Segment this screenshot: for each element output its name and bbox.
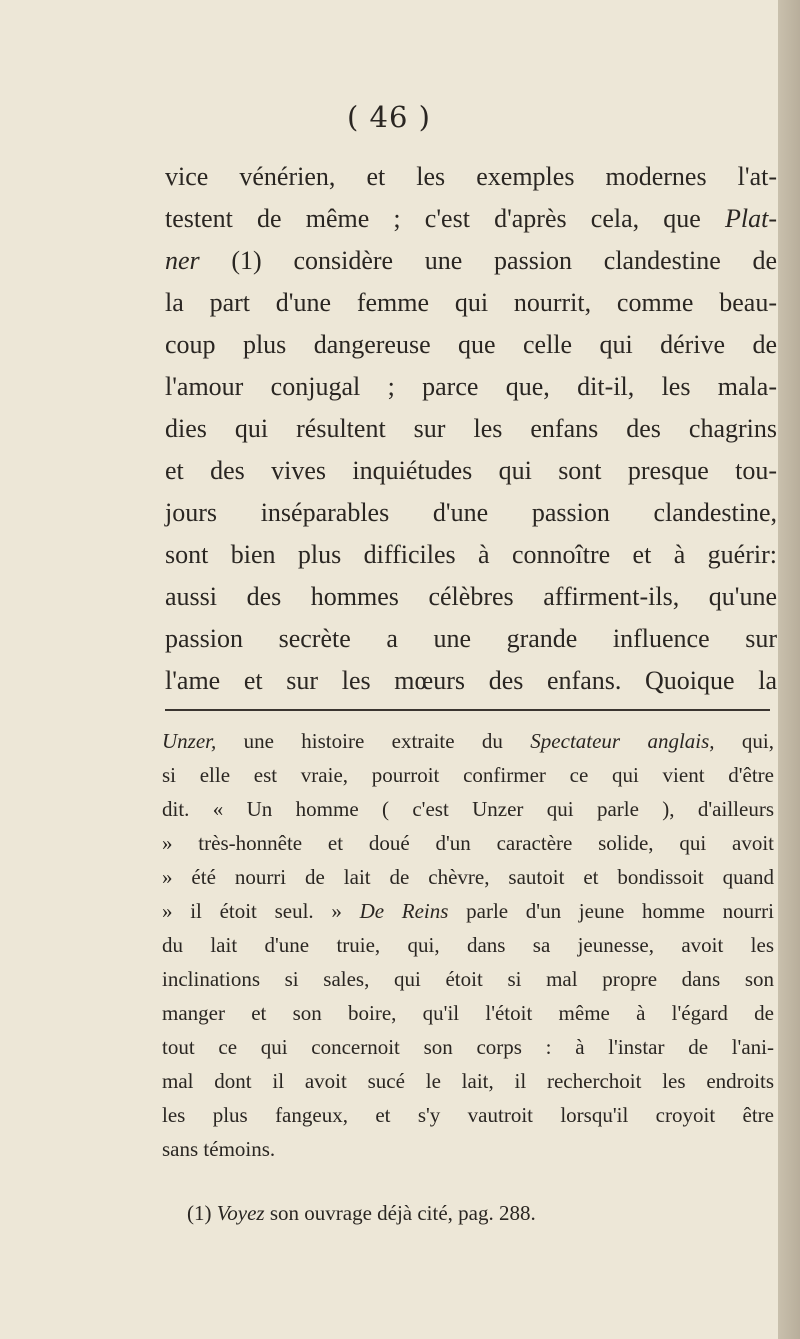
note-line: » il étoit seul. » De Reins parle d'un jeune homme nourri bbox=[162, 899, 774, 923]
text-line: l'ame et sur les mœurs des enfans. Quoique la bbox=[165, 666, 777, 695]
note-line: Unzer, une histoire extraite du Spectateur anglais, qui, bbox=[162, 729, 774, 753]
note-line: manger et son boire, qu'il l'étoit même à l'égard de bbox=[162, 1001, 774, 1025]
text-line: coup plus dangereuse que celle qui dérive de bbox=[165, 330, 777, 359]
author-name: Plat- bbox=[725, 204, 777, 233]
note-line: sans témoins. bbox=[162, 1137, 276, 1161]
footnote-divider bbox=[165, 709, 770, 711]
notes-text bbox=[162, 724, 774, 1166]
note-line: dit. « Un homme ( c'est Unzer qui parle ), d'ailleurs bbox=[162, 797, 774, 821]
main-text bbox=[165, 156, 777, 702]
note-line: si elle est vraie, pourroit confirmer ce qui vient d'être bbox=[162, 763, 774, 787]
author-name: ner bbox=[165, 246, 200, 275]
text-line: et des vives inquiétudes qui sont presque tou- bbox=[165, 456, 777, 485]
text-line: sont bien plus difficiles à connoître et à guérir: bbox=[165, 540, 777, 569]
note-line: mal dont il avoit sucé le lait, il recherchoit les endroits bbox=[162, 1069, 774, 1093]
text-line: vice vénérien, et les exemples modernes l'at- bbox=[165, 162, 777, 191]
note-line: » très-honnête et doué d'un caractère solide, qui avoit bbox=[162, 831, 774, 855]
footnote: (1) Voyez son ouvrage déjà cité, pag. 288. bbox=[187, 1201, 536, 1225]
text-line: l'amour conjugal ; parce que, dit-il, les mala- bbox=[165, 372, 777, 401]
text-line: aussi des hommes célèbres affirment-ils, qu'une bbox=[165, 582, 777, 611]
note-line: du lait d'une truie, qui, dans sa jeunesse, avoit les bbox=[162, 933, 774, 957]
note-line: » été nourri de lait de chèvre, sautoit et bondissoit quand bbox=[162, 865, 774, 889]
text-line: dies qui résultent sur les enfans des chagrins bbox=[165, 414, 777, 443]
text-line: testent de même ; c'est d'après cela, que Plat- bbox=[165, 204, 777, 233]
text-line: la part d'une femme qui nourrit, comme beau- bbox=[165, 288, 777, 317]
page-number: ( 46 ) bbox=[347, 100, 431, 134]
page-edge bbox=[778, 0, 800, 1339]
text-line: passion secrète a une grande influence sur bbox=[165, 624, 777, 653]
note-line: les plus fangeux, et s'y vautroit lorsqu'il croyoit être bbox=[162, 1103, 774, 1127]
text-line: jours inséparables d'une passion clandestine, bbox=[165, 498, 777, 527]
note-line: tout ce qui concernoit son corps : à l'instar de l'ani- bbox=[162, 1035, 774, 1059]
note-line: inclinations si sales, qui étoit si mal propre dans son bbox=[162, 967, 774, 991]
text-line: ner (1) considère une passion clandestine de bbox=[165, 246, 777, 275]
